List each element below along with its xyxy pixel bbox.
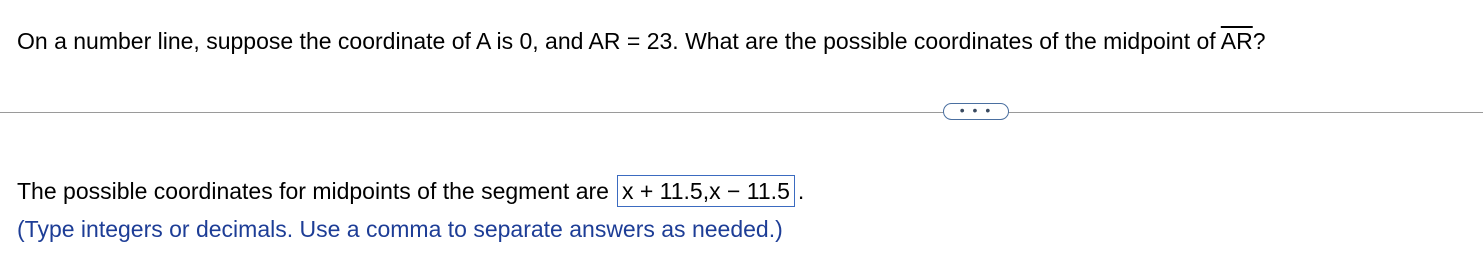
question-text-main: On a number line, suppose the coordinate of A is 0, and AR = 23. What are the possible coordinates of the midpoint of bbox=[17, 28, 1221, 54]
answer-period: . bbox=[797, 178, 805, 204]
answer-row bbox=[17, 175, 804, 207]
answer-hint: (Type integers or decimals. Use a comma to separate answers as needed.) bbox=[17, 216, 783, 242]
question-text bbox=[17, 26, 1266, 56]
ellipsis-icon: • • • bbox=[959, 102, 993, 118]
segment-label: $\overline{AR}$ bbox=[1220, 28, 1253, 54]
section-divider bbox=[0, 112, 1483, 113]
question-mark: ? bbox=[1252, 28, 1266, 54]
answer-input-box[interactable]: x + 11.5,x − 11.5 bbox=[617, 175, 795, 207]
answer-prompt: The possible coordinates for midpoints of the segment are bbox=[17, 178, 609, 204]
expand-more-button[interactable] bbox=[943, 103, 1009, 120]
